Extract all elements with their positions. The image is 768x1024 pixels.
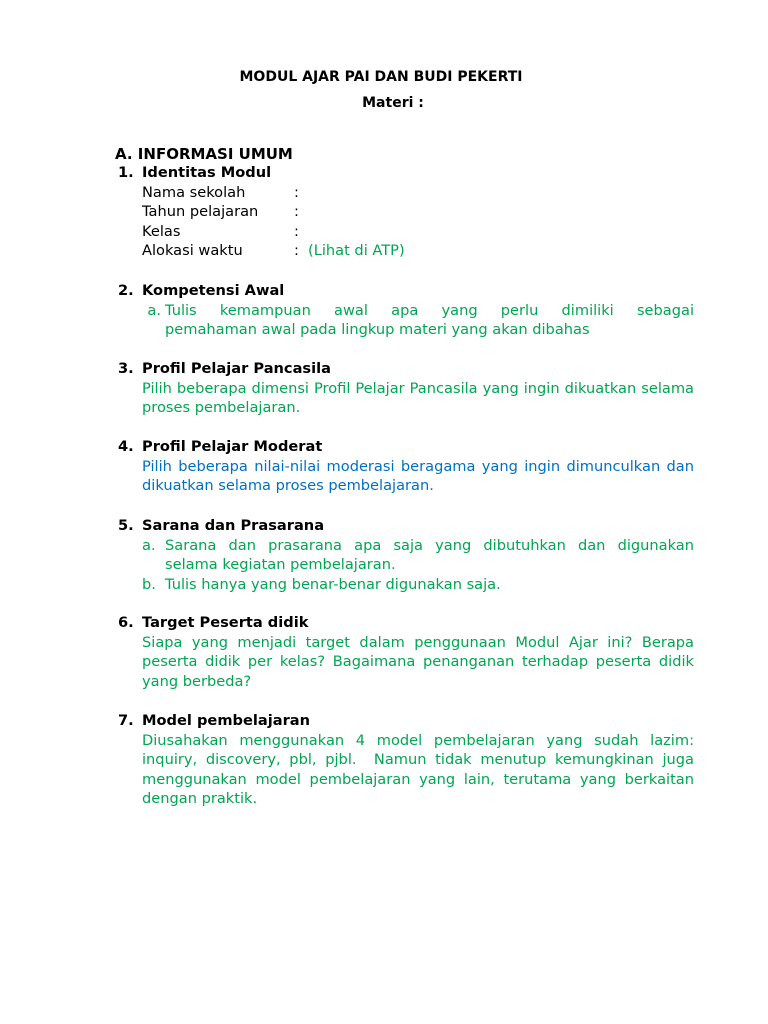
field-label: Kelas: [142, 222, 181, 240]
item-number: 6.: [118, 614, 134, 631]
item-number: 2.: [118, 282, 134, 299]
item-description: Pilih beberapa nilai-nilai moderasi beragama yang ingin dimunculkan dan dikuatkan selama proses pembelajaran.: [142, 457, 694, 495]
sub-item-marker: a.: [142, 536, 156, 554]
item-kompetensi-awal: [118, 281, 694, 340]
sub-item: [142, 536, 694, 575]
item-number: 4.: [118, 438, 134, 455]
field-colon: :: [294, 183, 299, 201]
field-label: Tahun pelajaran: [142, 203, 259, 221]
sub-item: [142, 301, 694, 340]
item-heading: Profil Pelajar Moderat: [142, 438, 323, 455]
item-heading: Target Peserta didik: [142, 614, 309, 631]
item-description: Diusahakan menggunakan 4 model pembelajaran yang sudah lazim: inquiry, discovery, pbl, pjbl. Namun tidak menutup kemungkinan juga menggunakan model pembelajaran yang lain, terutama yang berkaitan dengan praktik.: [142, 731, 699, 808]
field-label: Nama sekolah: [142, 183, 246, 201]
document-title: MODUL AJAR PAI DAN BUDI PEKERTI: [239, 69, 523, 85]
sub-item-text: Tulis kemampuan awal apa yang perlu dimiliki sebagai: [165, 301, 694, 319]
field-label: Alokasi waktu: [142, 242, 243, 260]
document-subtitle: Materi :: [362, 95, 424, 111]
field-colon: :: [294, 242, 299, 260]
item-number: 1.: [118, 164, 134, 181]
item-model-pembelajaran: [118, 711, 699, 809]
item-heading: Model pembelajaran: [142, 712, 311, 729]
field-row: [142, 183, 694, 203]
sub-item: [142, 575, 694, 595]
item-description: Pilih beberapa dimensi Profil Pelajar Pancasila yang ingin dikuatkan selama proses pembelajaran.: [142, 379, 694, 417]
item-description: Siapa yang menjadi target dalam penggunaan Modul Ajar ini? Berapa peserta didik per kelas? Bagaimana penanganan terhadap peserta didik yang berbeda?: [142, 633, 694, 690]
sub-item-marker: a.: [147, 301, 161, 319]
section-heading: A. INFORMASI UMUM: [115, 145, 293, 163]
item-identitas-modul: [118, 163, 694, 261]
sub-item-text-cont: selama kegiatan pembelajaran.: [165, 556, 396, 574]
field-colon: :: [294, 222, 299, 240]
field-row: [142, 241, 694, 261]
field-row: [142, 202, 694, 222]
field-colon: :: [294, 203, 299, 221]
sub-item-text-cont: pemahaman awal pada lingkup materi yang akan dibahas: [165, 321, 590, 339]
item-profil-pelajar-moderat: [118, 437, 694, 496]
item-sarana-prasarana: [118, 516, 694, 594]
field-row: [142, 222, 694, 242]
item-heading: Profil Pelajar Pancasila: [142, 360, 331, 377]
sub-item-text: Sarana dan prasarana apa saja yang dibutuhkan dan digunakan: [165, 536, 694, 554]
item-number: 3.: [118, 360, 134, 377]
item-profil-pelajar-pancasila: [118, 359, 694, 418]
item-heading: Sarana dan Prasarana: [142, 517, 325, 534]
sub-item-text: Tulis hanya yang benar-benar digunakan saja.: [165, 575, 501, 593]
item-target-peserta-didik: [118, 613, 694, 691]
item-heading: Kompetensi Awal: [142, 282, 285, 299]
field-value: (Lihat di ATP): [308, 242, 405, 260]
sub-item-marker: b.: [142, 575, 156, 593]
item-number: 5.: [118, 517, 134, 534]
item-number: 7.: [118, 712, 134, 729]
item-heading: Identitas Modul: [142, 164, 272, 181]
